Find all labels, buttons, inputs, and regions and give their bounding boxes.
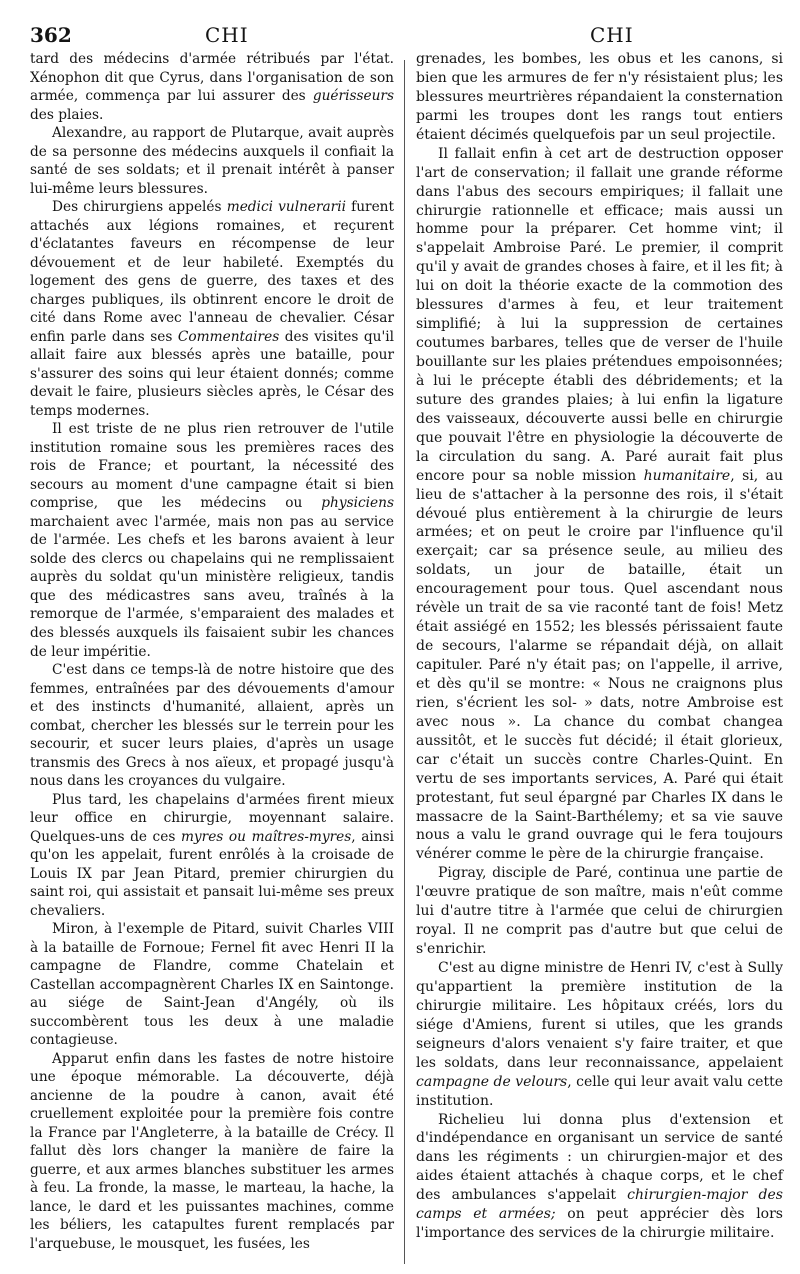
text-run: Il fallait enfin à cet art de destruction opposer l'art de conservation; il fallait une grande réforme dans l'abus des secours empiriques; il fallait une chirurgie rationnelle et efficace; mais aussi un homme pour la préparer. Cet homme vint; il s'appelait Ambroise Paré. Le premier, il comprit qu'il y avait de grandes choses à faire, et il les fit; à lui on doit la théorie exacte de la commotion des blessures d'armes à feu, et leur traitement simplifié; à lui la suppression de certaines coutumes barbares, telles que de verser de l'huile bouillante sur les plaies prétendues empoisonnées; à lui le précepte établi des débridements; et la suture des grandes plaies; à lui enfin la ligature des vaisseaux, découverte aussi belle en chirurgie que pouvait l'être en physiologie la découverte de la circulation du sang. A. Paré aurait fait plus encore pour sa noble mission [416, 145, 783, 484]
text-run: Il est triste de ne plus rien retrouver de l'utile institution romaine sous les premières races des rois de France; et pourtant, la nécessité des secours au moment d'une campagne était si bien comprise, que les médecins ou [30, 421, 394, 512]
text-run: , si, au lieu de s'attacher à la personne des rois, il s'était dévoué plus entièrement à la chirurgie de leurs armées; et on peut le croire par l'influence qu'il exerçait; car sa présence seule, au milieu des soldats, un jour de bataille, était un encouragement pour tous. Quel ascendant nous révèle un trait de sa vie raconté tant de fois! Metz était assiégé en 1552; les blessés périssaient faute de secours, l'alarme se répandait déjà, on allait capituler. Paré n'y était pas; on l'appelle, il arrive, et dès qu'il se montre: « Nous ne craignons plus rien, s'écrient les sol- » dats, notre Ambroise est avec nous ». La chance du combat changea aussitôt, et le succès fut décidé; il était glorieux, car c'était un succès contre Charles-Quint. En vertu de ses importants services, A. Paré qui était protestant, fut seul épargné par Charles IX dans le massacre de la Saint-Barthélemy; et sa vie sauve nous a valu le grand ouvrage qui le fera toujours vénérer comme le père de la chirurgie française. [416, 467, 783, 863]
paragraph [416, 864, 783, 959]
paragraph [30, 420, 394, 661]
text-run: furent attachés aux légions romaines, et reçurent d'éclatantes faveurs en récompense de leur dévouement et de leur habileté. Exemptés du logement des gens de guerre, des taxes et des charges publiques, ils obtinrent encore le droit de cité dans Rome avec l'anneau de chevalier. César enfin parle dans ses [30, 199, 394, 345]
italic-term: guérisseurs [312, 88, 394, 105]
text-run: Richelieu lui donna plus d'extension et d'indépendance en organisant un service de santé dans les régiments : un chirurgien-major et des aides étaient attachés à chaque corps, et le chef des ambulances s'appelait [416, 1111, 783, 1204]
italic-term: physiciens [321, 495, 394, 512]
column-divider [404, 60, 405, 1264]
running-head-left: CHI [205, 23, 249, 47]
text-run: marchaient avec l'armée, mais non pas au service de l'armée. Les chefs et les barons avaient à leur solde des clercs ou chapelains qui ne remplissaient auprès du soldat qu'un ministère religieux, tandis que des médicastres sans aveu, traînés à la remorque de l'armée, s'emparaient des malades et des blessés auxquels ils faisaient subir les chances de leur impéritie. [30, 513, 394, 660]
paragraph [30, 124, 394, 198]
text-run: Plus tard, les chapelains d'armées firent mieux leur office en chirurgie, moyennant salaire. Quelques-uns de ces [30, 791, 394, 845]
text-run: C'est au digne ministre de Henri IV, c'est à Sully qu'appartient la première institution de la chirurgie militaire. Les hôpitaux créés, lors du siége d'Amiens, furent si utiles, que les grands seigneurs d'alors venaient s'y faire traiter, et que les soldats, dans leur reconnaissance, appelaient [416, 960, 783, 1071]
text-run: des visites qu'il allait faire aux blessés après une bataille, pour s'assurer des soins qui leur étaient donnés; comme devait le faire, plusieurs siècles après, le César des temps modernes. [30, 328, 394, 419]
paragraph [30, 920, 394, 1050]
text-run: on peut apprécier dès lors l'importance des services de la chirurgie militaire. [416, 1206, 783, 1242]
text-run: Pigray, disciple de Paré, continua une partie de l'œuvre pratique de son maître, mais n'eût comme lui d'autre titre à l'armée que celui de chirurgien royal. Il ne comprit pas d'autre but que celui de s'enrichir. [416, 865, 783, 958]
paragraph [416, 50, 783, 145]
italic-term: myres ou maîtres-myres [180, 828, 352, 845]
running-head-right: CHI [590, 23, 634, 47]
text-run: grenades, les bombes, les obus et les canons, si bien que les armures de fer n'y résistaient plus; les blessures meurtrières répandaient la consternation parmi les troupes dont les rangs tout entiers étaient décimés quelquefois par un seul projectile. [416, 51, 783, 143]
text-run: Miron, à l'exemple de Pitard, suivit Charles VIII à la bataille de Fornoue; Fernel fit avec Henri II la campagne de Flandre, comme Chatelain et Castellan accompagnèrent Charles IX en Saintonge. au siége de Saint-Jean d'Angély, où ils succombèrent tous les deux à une maladie contagieuse. [30, 921, 394, 1049]
text-run: C'est dans ce temps-là de notre histoire que des femmes, entraînées par des dévouements d'amour et des instincts d'humanité, allaient, après un combat, chercher les blessés sur le terrein pour les secourir, et sucer leurs plaies, d'après un usage transmis des Grecs à nos aïeux, et propagé jusqu'à nous dans les croyances du vulgaire. [30, 662, 394, 790]
text-run: tard des médecins d'armée rétribués par l'état. Xénophon dit que Cyrus, dans l'organisation de son armée, commença par lui assurer des [30, 51, 394, 105]
paragraph [30, 791, 394, 921]
text-run: des plaies. [30, 106, 104, 123]
text-run: Apparut enfin dans les fastes de notre histoire une époque mémorable. La découverte, déjà ancienne de la poudre à canon, avait été cruellement exploitée pour la première fois contre la France par l'Angleterre, à la bataille de Crécy. Il fallut dès lors changer la manière de faire la guerre, et aux armes blanches substituer les armes à feu. La fronde, la masse, le marteau, la hache, la lance, le dard et les puissantes machines, comme les béliers, les catapultes furent remplacés par l'arquebuse, le mousquet, les fusées, les [30, 1050, 394, 1252]
right-column [416, 50, 783, 1243]
paragraph [416, 1111, 783, 1244]
paragraph [30, 198, 394, 420]
italic-term: Commentaires [177, 328, 280, 345]
text-run: Des chirurgiens appelés [52, 199, 227, 216]
text-run: , ainsi qu'on les appelait, furent enrôlés à la croisade de Louis IX par Jean Pitard, premier chirurgien du saint roi, qui assistait et pansait lui-même ses preux chevaliers. [30, 828, 394, 919]
text-run: , celle qui leur avait valu cette institution. [416, 1073, 783, 1109]
text-run: Alexandre, au rapport de Plutarque, avait auprès de sa personne des médecins auxquels il confiait la santé de ses soldats; et il prenait intérêt à panser lui-même leurs blessures. [30, 125, 394, 197]
paragraph [30, 50, 394, 124]
italic-term: humanitaire [643, 467, 731, 484]
italic-term: campagne de velours [416, 1073, 568, 1090]
paragraph [416, 145, 783, 865]
paragraph [30, 1050, 394, 1254]
paragraph [416, 959, 783, 1111]
page-number: 362 [30, 23, 72, 47]
italic-term: medici vulnerarii [226, 199, 346, 216]
left-column [30, 50, 394, 1254]
paragraph [30, 661, 394, 791]
italic-term: chirurgien-major des camps et armées; [416, 1187, 783, 1223]
